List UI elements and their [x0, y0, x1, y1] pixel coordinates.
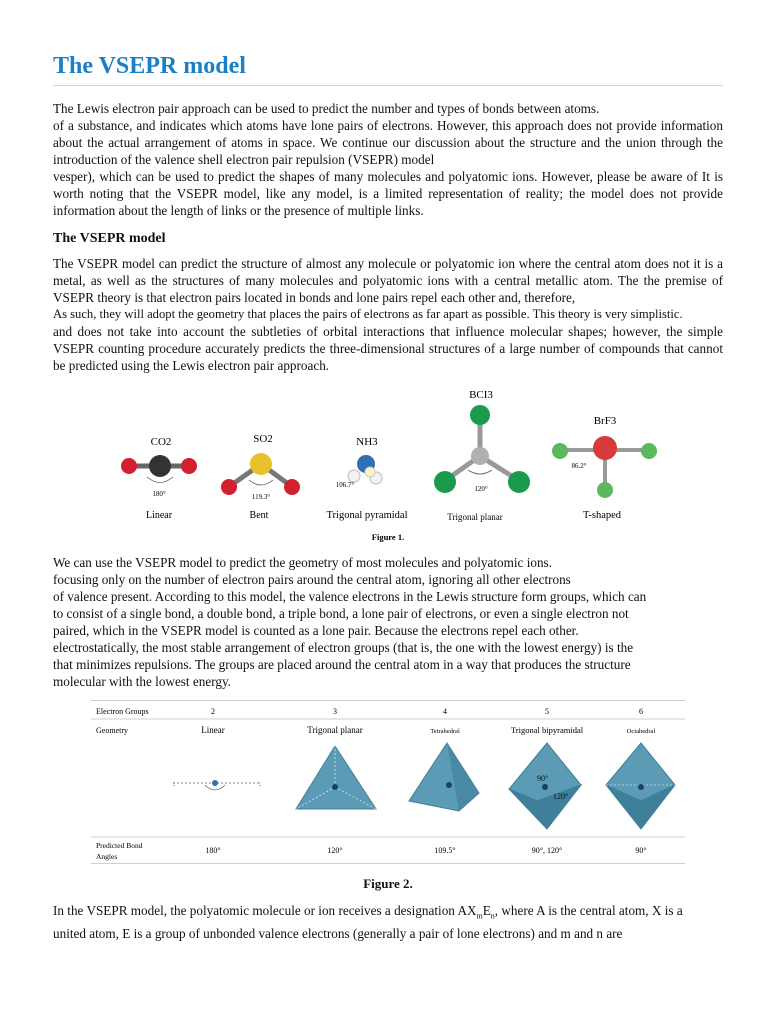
molecule-shapes-figure [53, 380, 723, 550]
nh3-formula: NH3 [356, 436, 378, 448]
geometry-row-label: Geometry [96, 726, 128, 735]
co2-carbon-atom [149, 455, 171, 477]
subscript-m: m [476, 911, 483, 921]
section-heading: The VSEPR model [53, 231, 166, 246]
subscript-n: n [490, 911, 495, 921]
bcl3-chlorine-atom [470, 405, 490, 425]
trigonal-planar-center-atom [332, 784, 338, 790]
so2-angle: 119.3° [251, 493, 271, 501]
page-title: The VSEPR model [53, 53, 246, 79]
so2-angle-arc [249, 480, 273, 485]
geometry-trigonal-bipyramidal: Trigonal bipyramidal [510, 725, 584, 735]
figure-1 [53, 380, 723, 550]
intro-line: of a substance, and indicates which atoms have lone pairs of electrons. However, this approach does not provide information about the actual arrangement of atoms in space. We continue our discussion about the structure and the union through the introduction of the valence shell electron pair repulsion (VSEPR) model [53, 118, 723, 167]
figure-1-caption: Figure 1. [371, 532, 405, 542]
geometry-tetrahedral: Tetrahedral [430, 728, 460, 735]
co2-oxygen-atom [121, 458, 137, 474]
brf3-fluorine-atom [597, 482, 613, 498]
angle-trigonal-planar: 120° [327, 846, 343, 855]
nh3-hydrogen-atom [365, 467, 375, 477]
brf3-fluorine-atom [641, 443, 657, 459]
groups-line: of valence present. According to this model, the valence electrons in the Lewis structure form groups, which can [53, 589, 647, 604]
geometry-trigonal-planar: Trigonal planar [307, 725, 363, 735]
vsepr-line: As such, they will adopt the geometry that places the pairs of electrons as far apart as possible. This theory is very simplistic. [53, 307, 683, 321]
angles-row-label: Angles [96, 852, 118, 861]
groups-line: electrostatically, the most stable arrangement of electron groups (that is, the one with the lowest energy) is the [53, 640, 634, 655]
groups-2: 2 [211, 707, 215, 716]
bcl3-chlorine-atom [508, 471, 530, 493]
tetrahedral-center-atom [446, 782, 452, 788]
notation-e: E [482, 903, 491, 918]
bcl3-chlorine-atom [434, 471, 456, 493]
linear-center-atom [212, 780, 218, 786]
groups-row-label: Electron Groups [96, 707, 149, 716]
groups-line: that minimizes repulsions. The groups are placed around the central atom in a way that produces the structure [53, 657, 631, 672]
groups-line: We can use the VSEPR model to predict the geometry of most molecules and polyatomic ions. [53, 555, 552, 570]
title-divider [53, 85, 723, 86]
document-page [53, 50, 723, 942]
bcl3-angle: 120° [474, 485, 488, 493]
co2-shape: Linear [145, 510, 173, 521]
trigonal-planar-shape [296, 746, 376, 809]
groups-6: 6 [639, 707, 643, 716]
so2-oxygen-atom [221, 479, 237, 495]
angle-linear: 180° [205, 846, 221, 855]
intro-line: vesper), which can be used to predict the shapes of many molecules and polyatomic ions. However, please be aware of It is worth noting that the VSEPR model, like any model, is a limited representation of reality; the model does not provide information about the length of links or the presence of multiple links. [53, 169, 723, 218]
notation-text: In the VSEPR model, the polyatomic molecule or ion receives a designation AX [53, 903, 477, 918]
bcl3-angle-arc [468, 470, 492, 474]
so2-formula: SO2 [253, 433, 273, 445]
so2-oxygen-atom [284, 479, 300, 495]
tbp-center-atom [542, 784, 548, 790]
brf3-angle: 86.2° [571, 462, 587, 470]
electron-geometry-table [91, 701, 685, 863]
angles-row-label: Predicted Bond [96, 841, 143, 850]
notation-line [53, 902, 723, 925]
groups-line: paired, which in the VSEPR model is counted as a lone pair. Because the electrons repel each other. [53, 623, 579, 638]
brf3-shape: T-shaped [582, 510, 622, 521]
nh3-angle: 106.7° [335, 481, 355, 489]
angle-tetrahedral: 109.5° [434, 846, 456, 855]
vsepr-paragraph [53, 255, 723, 374]
geometry-octahedral: Octahedral [626, 728, 656, 735]
groups-4: 4 [443, 707, 447, 716]
lone-pair-icon: : [173, 780, 175, 788]
groups-5: 5 [545, 707, 549, 716]
co2-formula: CO2 [150, 436, 172, 448]
vsepr-line: The VSEPR model can predict the structure of almost any molecule or polyatomic ion where the central atom does not it is a metal, as well as the structures of many molecules and polyatomic ions with a central metallic atom. The the premise of VSEPR theory is that electron pairs located in bonds and lone pairs repel each other and, therefore, [53, 256, 723, 305]
bcl3-formula: BCI3 [469, 389, 493, 401]
notation-text: , where A is the central atom, X is a [494, 903, 683, 918]
angle-octahedral: 90° [635, 846, 647, 855]
brf3-bromine-atom [593, 436, 617, 460]
so2-shape: Bent [249, 510, 269, 521]
geometry-linear: Linear [201, 725, 225, 735]
vsepr-line: and does not take into account the subtleties of orbital interactions that influence molecular shapes; however, the simple VSEPR counting procedure accurately predicts the three-dimensional structures of a large number of compounds that cannot be predicted using the Lewis electron pair approach. [53, 324, 723, 373]
groups-line: molecular with the lowest energy. [53, 674, 231, 689]
figure-2-table [91, 700, 685, 864]
octahedral-center-atom [638, 784, 644, 790]
co2-angle-arc [147, 477, 173, 483]
nh3-shape: Trigonal pyramidal [326, 510, 408, 521]
groups-line: focusing only on the number of electron pairs around the central atom, ignoring all other electrons [53, 572, 571, 587]
intro-line: The Lewis electron pair approach can be used to predict the number and types of bonds between atoms. [53, 101, 600, 116]
tbp-120-label: 120° [553, 792, 569, 801]
figure-2-caption: Figure 2. [363, 876, 413, 891]
notation-line: united atom, E is a group of unbonded valence electrons (generally a pair of lone electrons) and m and n are [53, 925, 623, 941]
brf3-fluorine-atom [552, 443, 568, 459]
lone-pair-icon: : [259, 780, 261, 788]
tbp-90-label: 90° [537, 774, 549, 783]
groups-3: 3 [333, 707, 337, 716]
brf3-formula: BrF3 [593, 415, 617, 427]
co2-oxygen-atom [181, 458, 197, 474]
groups-line: to consist of a single bond, a double bond, a triple bond, a lone pair of electrons, or even a single electron not [53, 606, 629, 621]
intro-paragraph [53, 100, 723, 219]
co2-angle: 180° [152, 490, 166, 498]
electron-groups-paragraph [53, 554, 723, 690]
axe-notation-paragraph [53, 902, 723, 942]
angle-trigonal-bipyramidal: 90°, 120° [531, 846, 563, 855]
bcl3-boron-atom [471, 447, 489, 465]
bcl3-shape: Trigonal planar [447, 512, 503, 522]
so2-sulfur-atom [250, 453, 272, 475]
